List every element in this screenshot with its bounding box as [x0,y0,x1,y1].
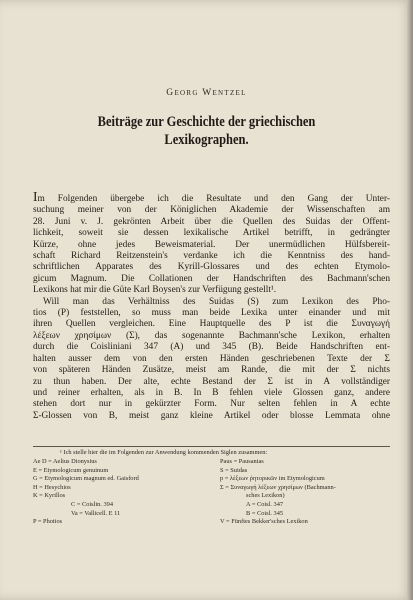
siglum-entry: V = Fünftes Bekker'sches Lexikon [220,518,308,526]
body-line: Kürze, ohne jedes Beweismaterial. Der unermüdlichen Hülfsbereit- [33,239,390,250]
body-line: lichkeit, soweit sie dessen lexikalische Artikel betrifft, in gedrängter [33,228,390,239]
body-line: von späteren Händen Zusätze, meist am Rande, die mit der Σ nichts [33,365,390,376]
siglum-entry: Σ = Συναγωγή λέξεων χρησίμων (Bachmann- [220,483,336,491]
siglum-entry: sches Lexikon) [246,492,285,500]
body-line: suchung meiner von der Königlichen Akademie der Wissenschaften am [33,205,390,216]
siglum-entry: Paus = Pausanias [220,458,264,465]
author-name: Georg Wentzel [166,88,247,98]
siglum-entry: K = Kyrillos [33,492,66,500]
body-text [33,191,390,422]
body-line: schaft Richard Reitzenstein's verdanke ich die Kenntniss des hand- [33,251,390,262]
body-line: ihren Quellen vergleichen. Eine Hauptquelle des P ist die Συναγωγή [33,319,390,330]
siglum-entry: H = Hesychios [33,483,71,491]
body-line: Im Folgenden übergebe ich die Resultate und den Gang der Unter- [33,191,390,204]
siglum-entry: Ae D = Aelius Dionysius [33,458,97,465]
siglum-entry: p = λέξεων ῥητορικῶν im Etymologicum [220,475,325,483]
body-line: Σ-Glossen von B, meist ganz kleine Artikel oder blosse Lemmata ohne [33,410,390,421]
siglum-entry: P = Photios [33,518,63,526]
footnote-rule [33,446,390,447]
title-line-2: Lexikographen. [164,132,249,148]
footnote-siglen-left [33,458,211,527]
body-line: tios (P) feststellen, so muss man beide Lexika unter einander und mit [33,308,390,319]
body-line: stehen dort nur in gekürzter Form. Nur selten fehlen in A echte [33,399,390,410]
body-line: halten ausser dem von den ersten Händen geschriebenen Texte der Σ [33,353,390,364]
siglum-entry: S = Suidas [220,466,248,474]
footnote-siglen-right [220,458,392,527]
body-line: λέξεων χρησίμων (Σ), das sogenannte Bachmann'sche Lexikon, erhalten [33,330,390,341]
initial-letter: I [33,191,38,204]
siglum-entry: C = Coislin. 394 [71,500,113,508]
siglum-entry: A = Coisl. 347 [246,500,284,508]
body-line: 28. Juni v. J. gekrönten Arbeit über die Quellen des Suidas der Öffent- [33,216,390,227]
article-title [63,113,349,149]
siglum-entry: B = Coisl. 345 [246,509,284,517]
siglum-entry: E = Etymologicum genuinum [33,466,109,474]
body-line: Will man das Verhältniss des Suidas (S) zum Lexikon des Pho- [43,296,390,307]
body-line: durch die Coisliniani 347 (A) und 345 (B). Beide Handschriften ent- [33,342,390,353]
body-line: zu thun haben. Der alte, echte Bestand der Σ ist in A vollständiger [33,376,390,387]
body-line: schriftlichen Apparates des Kyrill-Glossares und des echten Etymolo- [33,262,390,273]
body-line: Lexikons hat mir die Güte Karl Boysen's zur Verfügung gestellt¹. [33,285,277,296]
title-line-1: Beiträge zur Geschichte der griechischen [97,114,316,130]
body-line: und reiner erhalten, als in B. In B fehlen viele Glossen ganz, andere [33,387,390,398]
footnote-header: ¹ Ich stelle hier die im Folgenden zur Anwendung kommenden Siglen zusammen: [60,449,268,456]
body-line: gicum Magnum. Die Collationen der Handschriften des Bachmann'schen [33,273,390,284]
siglum-entry: Va = Vallicell. E 11 [71,509,121,517]
siglum-entry: G = Etymologicum magnum ed. Gaisford [33,475,139,483]
